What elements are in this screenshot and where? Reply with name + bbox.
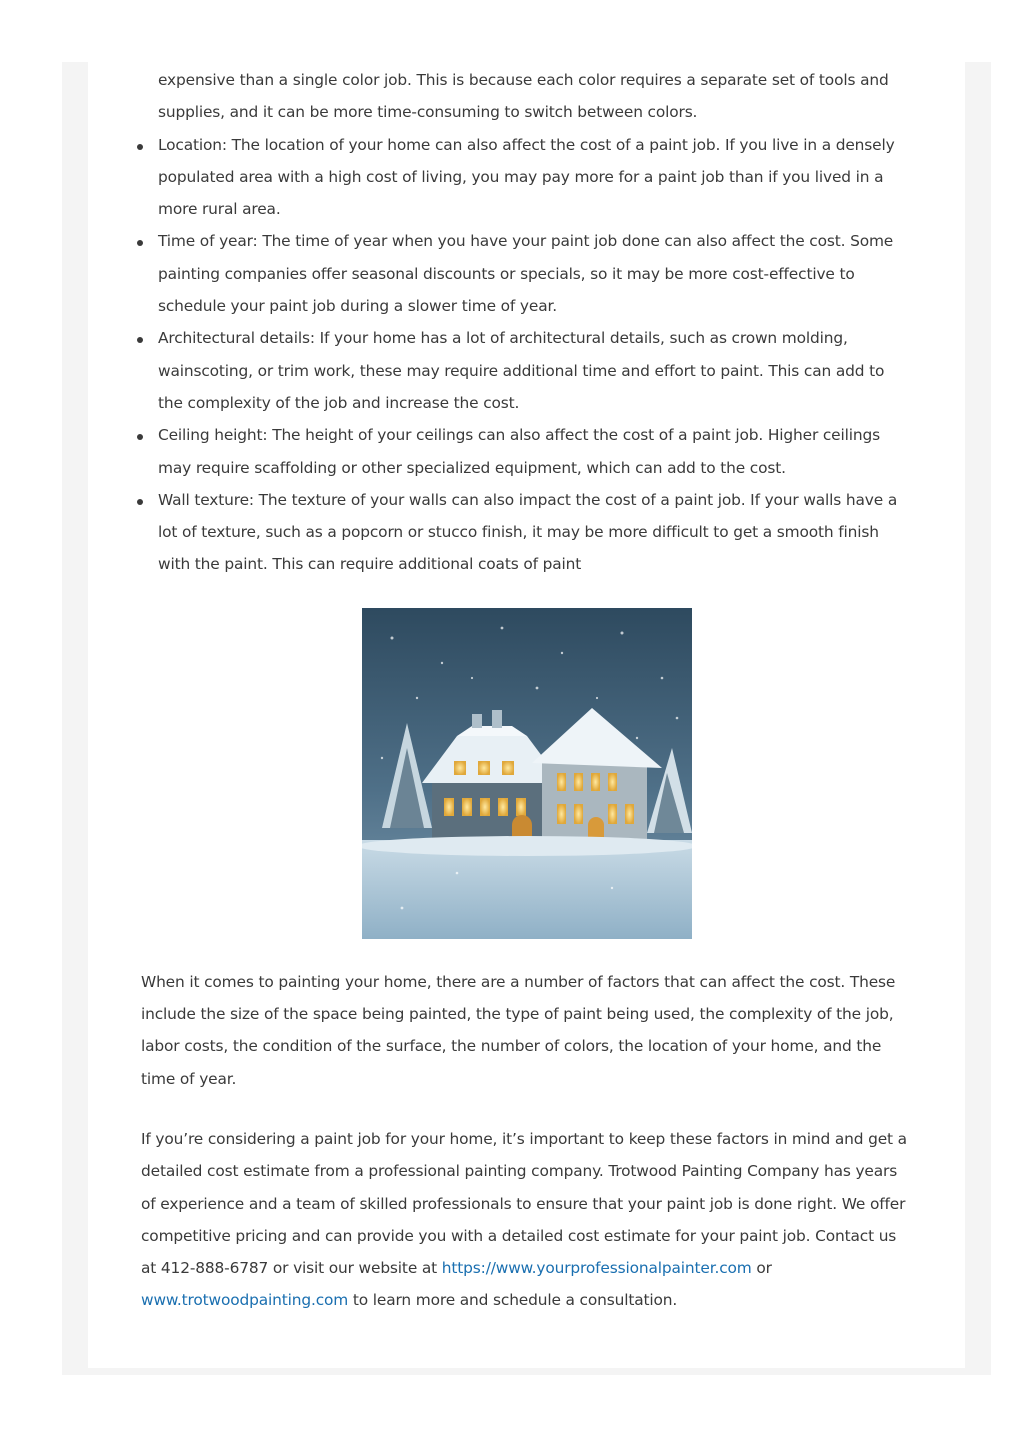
article-content	[141, 62, 913, 1317]
snowy-house-image	[362, 608, 692, 939]
list-continuation-text: expensive than a single color job. This is because each color requires a separate set of tools and supplies, and it can be more time-consuming to switch between colors.	[158, 71, 889, 122]
contact-text: If you’re considering a paint job for your home, it’s important to keep these factors in mind and get a detailed cost estimate from a professional painting company. Trotwood Painting Company has years of experience and a team of skilled professionals to ensure that your paint job is done right. We offer competitive pricing and can provide you with a detailed cost estimate for your paint job. Contact us at 412-888-6787 or visit our website at	[141, 1129, 907, 1278]
cost-factor-list	[141, 129, 913, 581]
summary-paragraph: When it comes to painting your home, there are a number of factors that can affect the cost. These include the size of the space being painted, the type of paint being used, the complexity of the job, labor costs, the condition of the surface, the number of colors, the location of your home, and the time of year.	[141, 972, 896, 1088]
contact-paragraph	[141, 1123, 913, 1317]
list-item: Location: The location of your home can also affect the cost of a paint job. If you live in a densely populated area with a high cost of living, you may pay more for a paint job than if you lived in a more rural area.	[141, 129, 913, 226]
trotwood-painting-link[interactable]: www.trotwoodpainting.com	[141, 1291, 349, 1310]
contact-text-end: to learn more and schedule a consultation.	[348, 1291, 678, 1310]
contact-text-or: or	[751, 1259, 772, 1278]
list-item: Time of year: The time of year when you have your paint job done can also affect the cost. Some painting companies offer seasonal discounts or specials, so it may be more cost-effective to schedule your paint job during a slower time of year.	[141, 225, 913, 322]
list-item: Wall texture: The texture of your walls can also impact the cost of a paint job. If your walls have a lot of texture, such as a popcorn or stucco finish, it may be more difficult to get a smooth finish with the paint. This can require additional coats of paint	[141, 484, 913, 581]
list-item: Ceiling height: The height of your ceilings can also affect the cost of a paint job. Higher ceilings may require scaffolding or other specialized equipment, which can add to the cost.	[141, 419, 913, 484]
professional-painter-link[interactable]: https://www.yourprofessionalpainter.com	[441, 1259, 752, 1278]
list-item: Architectural details: If your home has a lot of architectural details, such as crown molding, wainscoting, or trim work, these may require additional time and effort to paint. This can add to the complexity of the job and increase the cost.	[141, 322, 913, 419]
